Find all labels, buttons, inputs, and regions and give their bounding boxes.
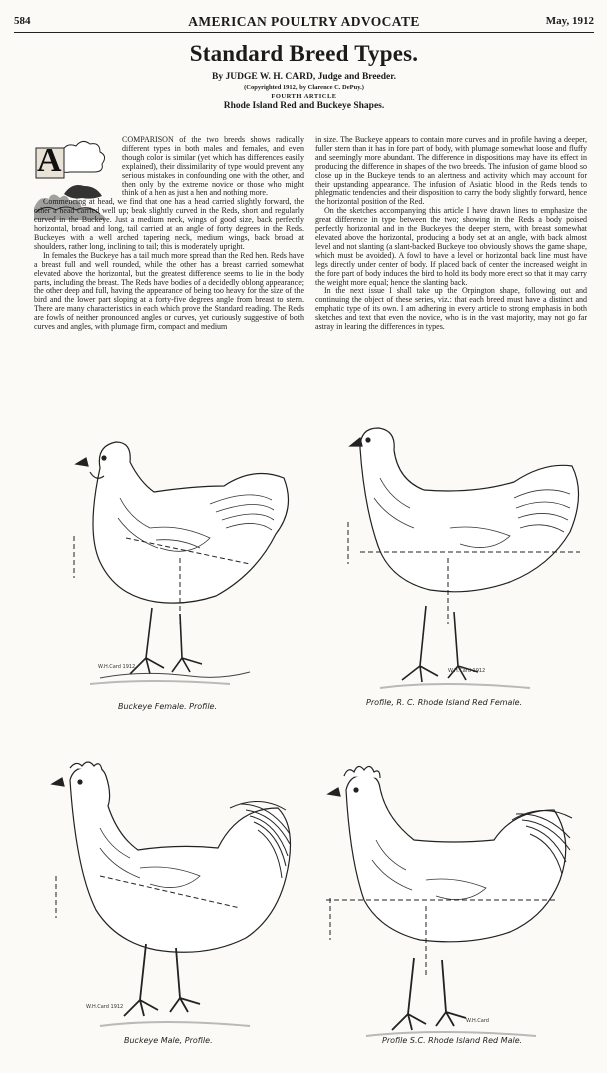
figure-caption: Buckeye Female. Profile. xyxy=(118,702,218,711)
paragraph: Commencing at head, we find that one has a head carried slightly forward, the other a head carried well up; beak slightly curved in the Reds, short and regularly curved in the Buckeye. Just a medium neck, wings of good size, back perfectly horizontal, broad and long, tail carried at an angle of forty degrees in the Reds. Buckeyes with a well arched tapering neck, medium wings, back broad at shoulders, rather long, inclining to tail; this is moderately upright. xyxy=(34,197,304,251)
hen-illustration xyxy=(60,428,310,698)
paragraph: COMPARISON of the two breeds shows radically different types in both males and females, and even though color is similar (yet which has differences easily explained), their dissimilarity of type would prevent any serious mistakes in confounding one with the other, and then only by the extreme novice or those who might think of a hen as just a hen and nothing more. xyxy=(122,135,304,198)
paragraph: In the next issue I shall take up the Orpington shape, following out and continuing the object of these series, viz.: that each breed must have a distinct and emphatic type of its own. I am adhering in every article to strong emphasis in both sketches and text that even the novice, who is in the vast majority, may not go far astray in learing the differences in types. xyxy=(315,286,587,332)
article-title: Standard Breed Types. xyxy=(189,41,419,66)
text-column-left xyxy=(34,136,304,332)
artist-signature: W.H.Card 1912 xyxy=(448,668,486,674)
figure-buckeye-male xyxy=(40,758,310,1048)
issue-date: May, 1912 xyxy=(545,15,594,27)
figure-caption: Profile S.C. Rhode Island Red Male. xyxy=(382,1036,523,1045)
figure-caption: Profile, R. C. Rhode Island Red Female. xyxy=(366,698,523,707)
copyright-notice: (Copyrighted 1912, by Clarence C. DePuy.) xyxy=(244,84,364,91)
hen-illustration xyxy=(330,418,590,698)
series-label: FOURTH ARTICLE xyxy=(271,93,337,100)
figure-buckeye-female xyxy=(60,428,310,698)
article-byline: By JUDGE W. H. CARD, Judge and Breeder. xyxy=(212,72,396,82)
figure-caption: Buckeye Male, Profile. xyxy=(124,1036,213,1045)
drop-cap-letter: A xyxy=(37,142,62,179)
artist-signature: W.H.Card xyxy=(466,1018,489,1024)
artist-signature: W.H.Card 1912 xyxy=(86,1004,124,1010)
rooster-illustration xyxy=(316,760,596,1050)
artist-signature: W.H.Card 1912 xyxy=(98,664,136,670)
paragraph: In females the Buckeye has a tail much more spread than the Red hen. Reds have a breast full and well rounded, while the other has a breast carried somewhat elevated above the horizontal, but the greatest difference seems to lie in the body parts, including the breast. The Reds have bodies of a decidedly oblong appearance; the other deep and full, having the appearance of being too heavy for the size of the bird and the lower part sloping at a forty-five degrees angle from breast to stern. There are many characteristics in each which prove the Standard reading. The Reds are fowls of neither pronounced angles or curves, yet curiously suggestive of both curves and angles, with plumage firm, compact and medium xyxy=(34,250,304,332)
page-number: 584 xyxy=(14,15,31,27)
paragraph: On the sketches accompanying this article I have drawn lines to emphasize the great difference in type between the two; showing in the Reds a body poised perfectly horizontal and in the Buckeyes the deeper stern, with breast somewhat elevated above the horizontal, producing a body set at an angle, with back almost level and not slanting (a slant-backed Buckeye too obviously shows the game shape, which must be avoided). A fowl to have a level or horizontal back line must have legs directly under center of body. If placed back of center the increased weight in the fore part of body induces the bird to hold its body more erect so that it may carry the weight more equal; hence the slanting back. xyxy=(315,206,587,287)
figure-rir-male xyxy=(316,760,596,1050)
publication-title: AMERICAN POULTRY ADVOCATE xyxy=(188,14,420,29)
paragraph: in size. The Buckeye appears to contain more curves and in profile having a deeper, fuller stern than it has in fore part of body, with plumage somewhat loose and fluffy and seemingly more abundant. The difference in dispositions may have its effect in producing the difference in shapes of the two breeds. The infusion of game blood so close up in the Buckeye tends to an alertness and activity which may account for their upstanding appearance. The infusion of Asiatic blood in the Reds tends to phlegmatic tendencies and their disposition to carry the body slightly forward, hence the horizontal position of the Red. xyxy=(315,135,587,207)
page-header xyxy=(14,10,594,33)
article-subtitle: Rhode Island Red and Buckeye Shapes. xyxy=(223,101,385,111)
rooster-illustration xyxy=(40,758,310,1048)
figure-rir-female xyxy=(330,418,590,698)
text-column-right xyxy=(315,136,587,332)
article-heading xyxy=(14,40,594,111)
